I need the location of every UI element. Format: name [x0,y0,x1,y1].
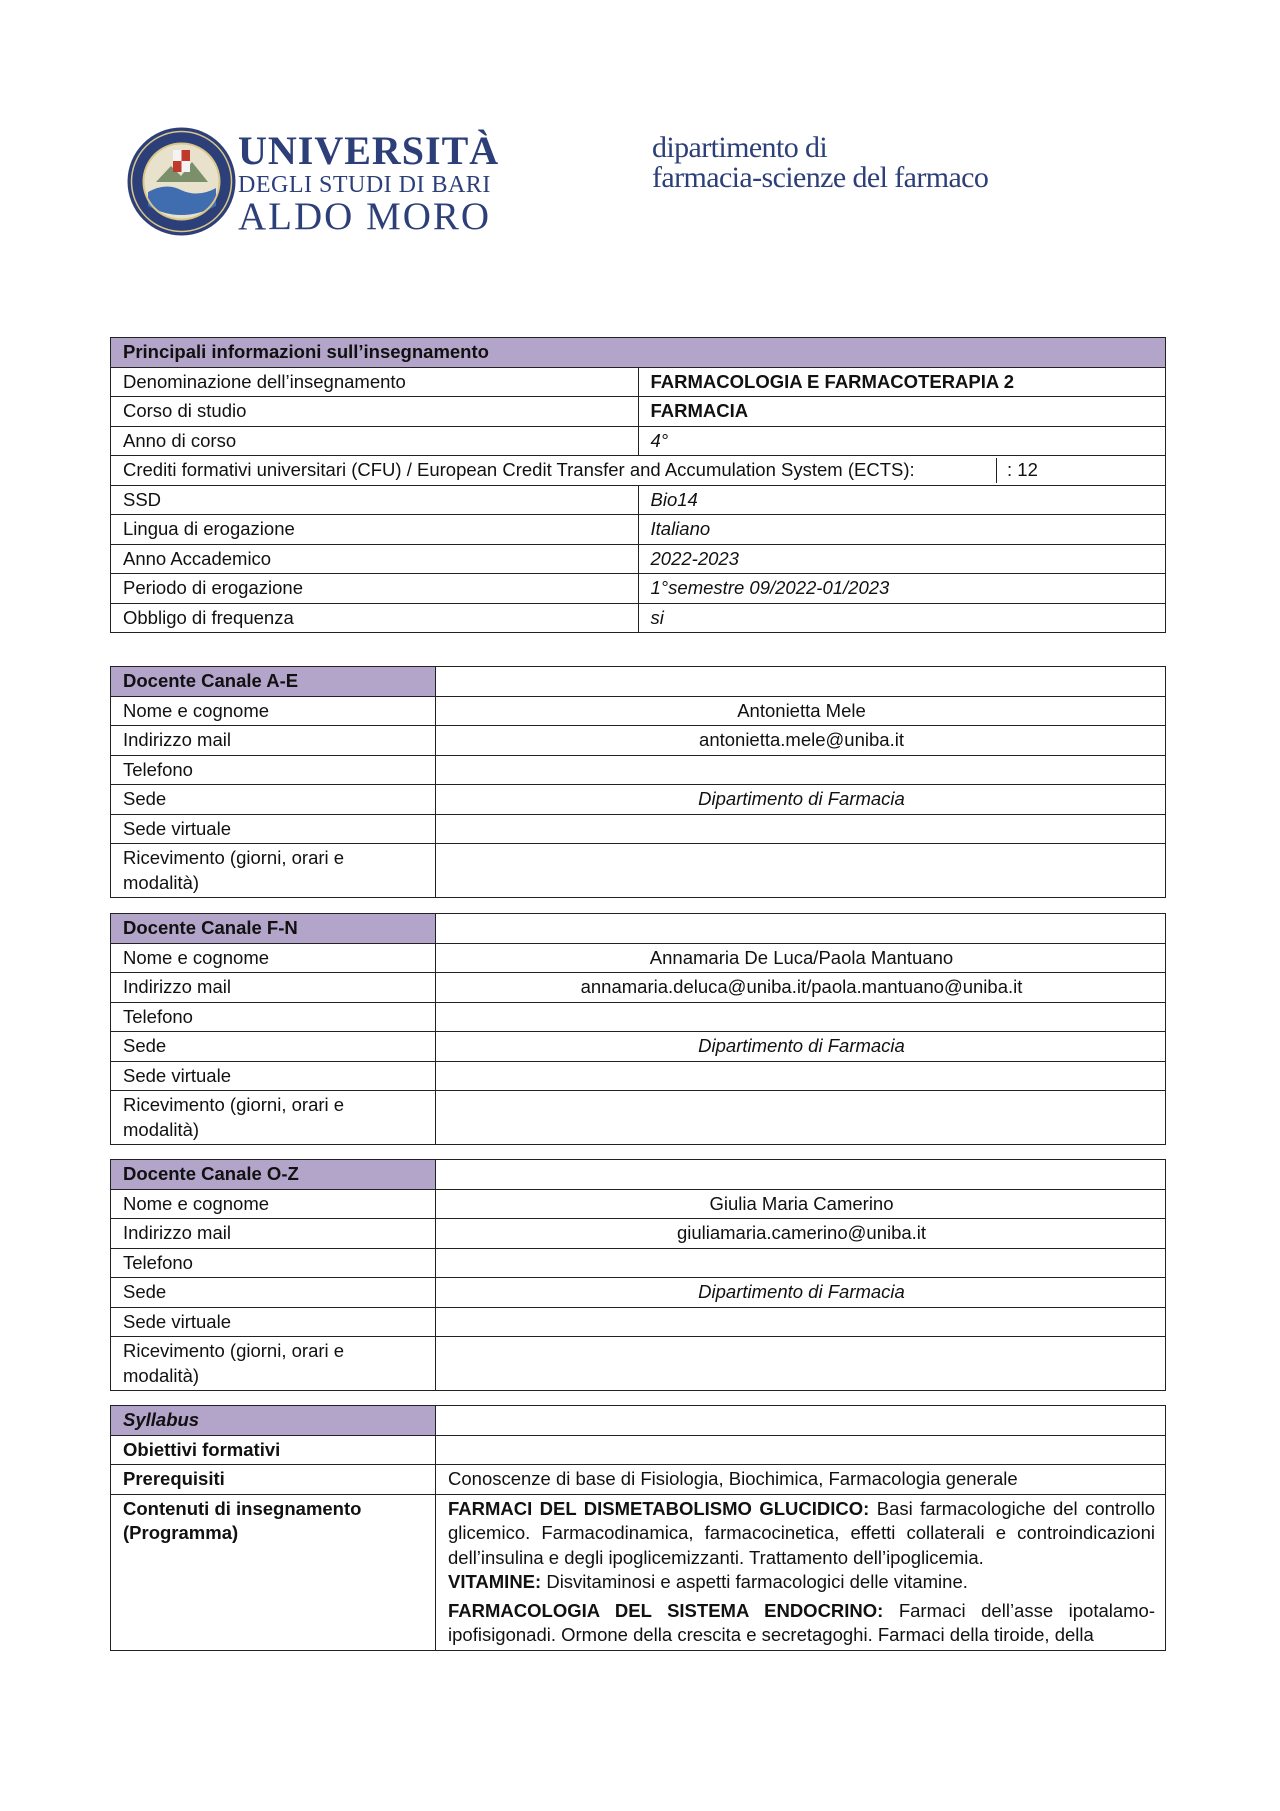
contenuti-label: Contenuti di insegnamento (Programma) [111,1494,436,1650]
row-value: Bio14 [638,485,1166,515]
docente-sede: Dipartimento di Farmacia [436,785,1166,815]
docente-title-empty [436,1160,1166,1190]
docente-email: giuliamaria.camerino@uniba.it [436,1219,1166,1249]
docente-table-f-n [110,913,1166,1145]
row-label: Nome e cognome [111,943,436,973]
main-info-title: Principali informazioni sull’insegnamento [111,338,1166,368]
row-label: Ricevimento (giorni, orari e modalità) [111,1337,436,1391]
row-label: Sede virtuale [111,1307,436,1337]
row-label: Denominazione dell’insegnamento [111,367,639,397]
row-label: Nome e cognome [111,696,436,726]
docente-ricevimento [436,844,1166,898]
docente-ricevimento [436,1337,1166,1391]
docente-phone [436,1002,1166,1032]
table-row [111,973,1166,1003]
docente-title: Docente Canale F-N [111,914,436,944]
row-label: Anno di corso [111,426,639,456]
row-label: Lingua di erogazione [111,515,639,545]
table-row [111,397,1166,427]
row-label: SSD [111,485,639,515]
table-row [111,426,1166,456]
docente-table-a-e [110,666,1166,898]
row-label: Corso di studio [111,397,639,427]
credits-cell [111,456,1166,486]
programma-text: Disvitaminosi e aspetti farmacologici delle vitamine. [541,1571,968,1592]
table-row [111,1307,1166,1337]
row-label: Obbligo di frequenza [111,603,639,633]
row-value: Italiano [638,515,1166,545]
docente-name: Annamaria De Luca/Paola Mantuano [436,943,1166,973]
syllabus-table [110,1405,1166,1651]
row-value: 2022-2023 [638,544,1166,574]
docente-sede-virtuale [436,1061,1166,1091]
table-row [111,1032,1166,1062]
department-line2: farmacia-scienze del farmaco [652,161,989,194]
row-label: Sede virtuale [111,1061,436,1091]
table-row [111,367,1166,397]
credits-row [111,456,1166,486]
table-row [111,1435,1166,1465]
table-row [111,1248,1166,1278]
table-row [111,1337,1166,1391]
table-row [111,1091,1166,1145]
syllabus-title-empty [436,1406,1166,1436]
table-row [111,785,1166,815]
docente-sede: Dipartimento di Farmacia [436,1032,1166,1062]
obiettivi-label: Obiettivi formativi [111,1435,436,1465]
table-row [111,544,1166,574]
docente-email: annamaria.deluca@uniba.it/paola.mantuano@uniba.it [436,973,1166,1003]
table-row [111,943,1166,973]
docente-name: Giulia Maria Camerino [436,1189,1166,1219]
docente-title-empty [436,667,1166,697]
row-label: Telefono [111,1002,436,1032]
docente-sede-virtuale [436,814,1166,844]
docente-title-empty [436,914,1166,944]
programma-heading: VITAMINE: [448,1571,542,1592]
row-label: Anno Accademico [111,544,639,574]
row-label: Indirizzo mail [111,1219,436,1249]
docente-email: antonietta.mele@uniba.it [436,726,1166,756]
department-line1: dipartimento di [652,131,828,164]
main-info-table [110,337,1166,633]
table-row [111,755,1166,785]
table-row [111,726,1166,756]
university-logo [126,126,506,238]
credits-wrapper [123,458,1165,483]
docente-sede: Dipartimento di Farmacia [436,1278,1166,1308]
credits-value: : 12 [996,458,1055,483]
table-row [111,574,1166,604]
row-value: si [638,603,1166,633]
row-label: Indirizzo mail [111,973,436,1003]
docente-phone [436,1248,1166,1278]
row-label: Sede virtuale [111,814,436,844]
table-row [111,844,1166,898]
credits-label: Crediti formativi universitari (CFU) / European Credit Transfer and Accumulation System (ECTS): [123,459,915,480]
table-row [111,1219,1166,1249]
programma-heading: FARMACI DEL DISMETABOLISMO GLUCIDICO: [448,1497,870,1519]
row-label: Ricevimento (giorni, orari e modalità) [111,844,436,898]
programma-text: Basi farmacologiche del controllo glicemico. Farmacodinamica, farmacocinetica, effetti collaterali e controindicazioni dell’insulina e degli ipoglicemizzanti. Trattamento dell’ipoglicemia. [448,1497,1155,1568]
row-label: Nome e cognome [111,1189,436,1219]
university-seal-icon [126,126,237,237]
table-row [111,485,1166,515]
row-value: FARMACOLOGIA E FARMACOTERAPIA 2 [638,367,1166,397]
table-row [111,1465,1166,1495]
row-label: Telefono [111,1248,436,1278]
docente-name: Antonietta Mele [436,696,1166,726]
university-name-line2: DEGLI STUDI DI BARI [238,172,491,198]
prerequisiti-value: Conoscenze di base di Fisiologia, Biochimica, Farmacologia generale [436,1465,1166,1495]
row-value: 4° [638,426,1166,456]
docente-ricevimento [436,1091,1166,1145]
table-row [111,696,1166,726]
syllabus-title: Syllabus [111,1406,436,1436]
row-label: Telefono [111,755,436,785]
table-row [111,1002,1166,1032]
row-label: Indirizzo mail [111,726,436,756]
contenuti-value [436,1494,1166,1650]
prerequisiti-label: Prerequisiti [111,1465,436,1495]
table-row [111,1189,1166,1219]
table-row [111,515,1166,545]
row-value: 1°semestre 09/2022-01/2023 [638,574,1166,604]
obiettivi-value [436,1435,1166,1465]
docente-phone [436,755,1166,785]
table-row [111,603,1166,633]
docente-title: Docente Canale A-E [111,667,436,697]
table-row [111,1061,1166,1091]
row-label: Ricevimento (giorni, orari e modalità) [111,1091,436,1145]
university-name-line1: UNIVERSITÀ [238,128,500,173]
programma-text: Farmaci dell’asse ipotalamo-ipofisigonadi. Ormone della crescita e secretagoghi. Farmaci della tiroide, della [448,1599,1156,1645]
table-row [111,814,1166,844]
docente-sede-virtuale [436,1307,1166,1337]
row-label: Sede [111,1032,436,1062]
row-label: Sede [111,1278,436,1308]
department-name [652,133,988,193]
programma-heading: FARMACOLOGIA DEL SISTEMA ENDOCRINO: [448,1599,884,1621]
docente-title: Docente Canale O-Z [111,1160,436,1190]
row-value: FARMACIA [638,397,1166,427]
university-name-line3: ALDO MORO [238,195,492,238]
row-label: Sede [111,785,436,815]
row-label: Periodo di erogazione [111,574,639,604]
table-row [111,1494,1166,1650]
university-name [238,128,508,238]
docente-table-o-z [110,1159,1166,1391]
programma-paragraph [448,1497,1155,1571]
programma-paragraph [448,1599,1155,1648]
table-row [111,1278,1166,1308]
programma-paragraph [448,1570,1155,1595]
